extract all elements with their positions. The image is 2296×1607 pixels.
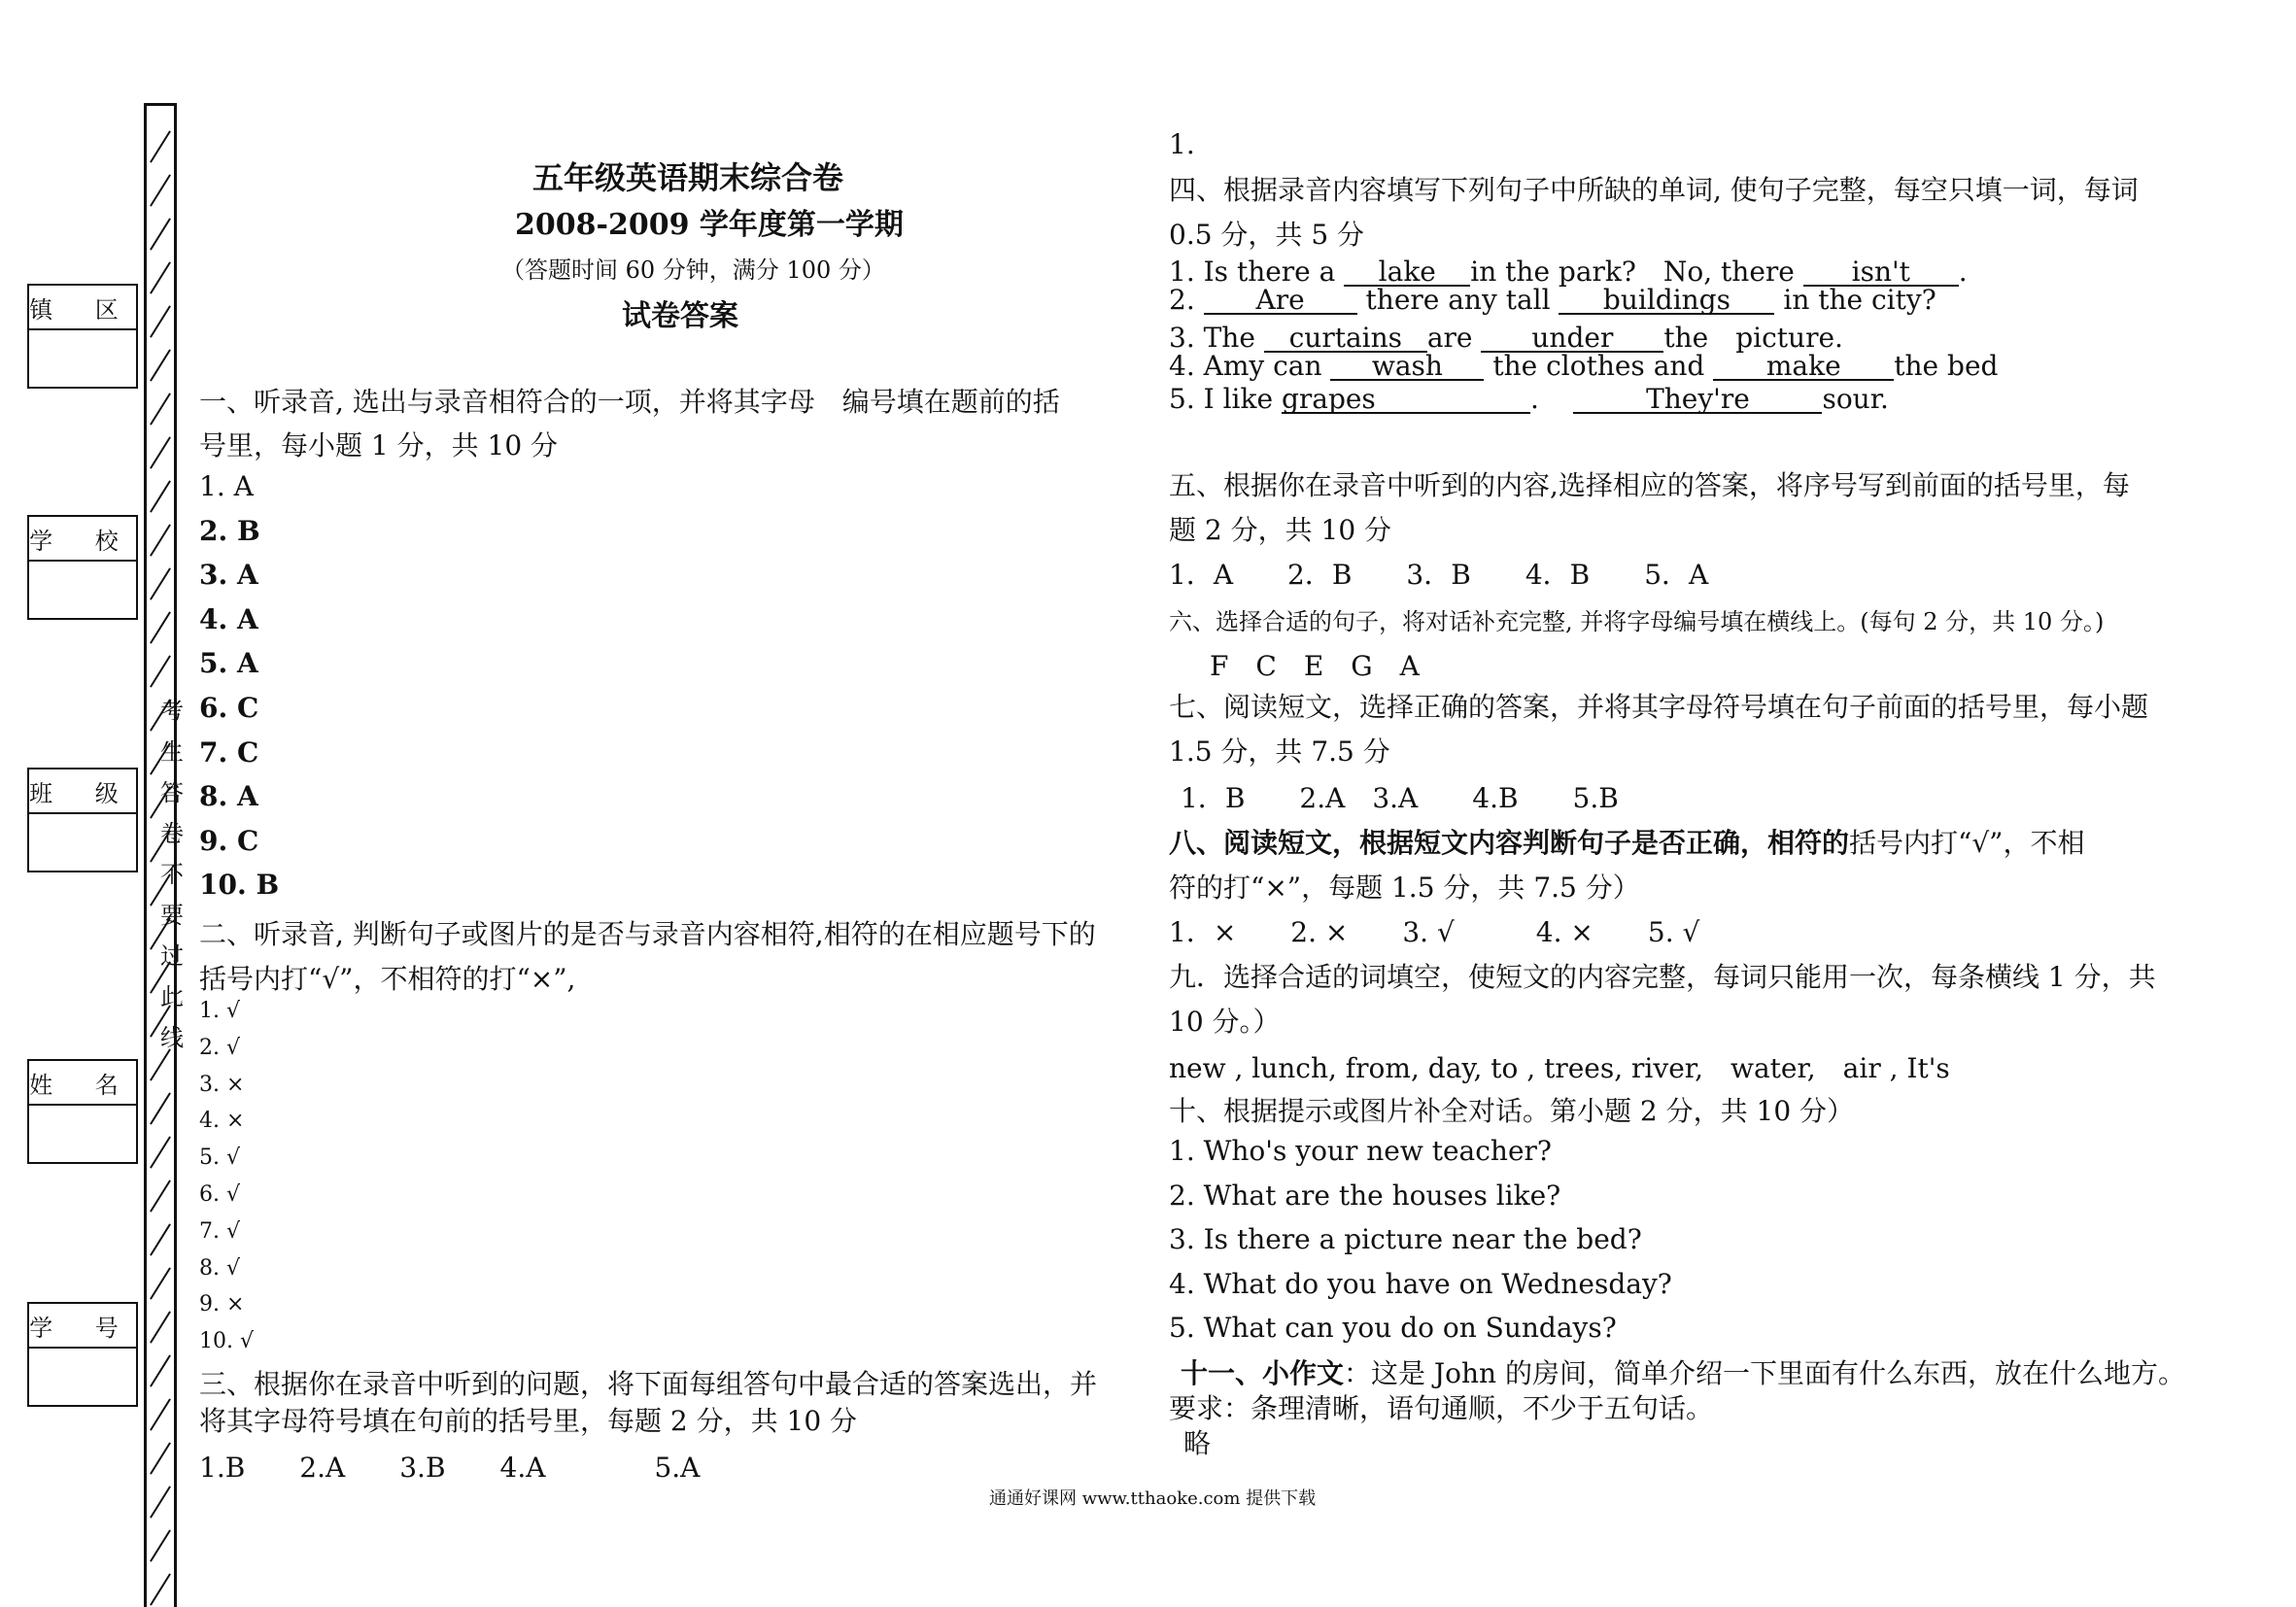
answer-item: 3. × — [199, 1072, 245, 1097]
section-8-answers: 1．× 2. × 3. √ 4. × 5. √ — [1169, 916, 1700, 948]
section-8-heading-cont: 符的打“×”，每题 1.5 分，共 7.5 分） — [1169, 872, 1640, 904]
section-6-heading: 六、选择合适的句子，将对话补充完整, 并将字母编号填在横线上。(每句 2 分，共 10 分。) — [1169, 608, 2105, 635]
row-text: 1. Is there a — [1169, 256, 1336, 288]
warning-char: 过 — [160, 942, 184, 970]
section-5-heading-cont: 题 2 分，共 10 分 — [1169, 514, 1392, 546]
id-box-number — [27, 1302, 138, 1407]
exam-note: （答题时间 60 分钟，满分 100 分） — [501, 256, 885, 284]
answer-item: 9. C — [199, 824, 259, 857]
blank-answer: lake — [1344, 259, 1470, 287]
id-box-school — [27, 515, 138, 620]
dialogue-answer: 2. What are the houses like? — [1169, 1179, 1561, 1212]
section-1-heading-cont: 号里，每小题 1 分，共 10 分 — [199, 429, 559, 462]
answer-item: 4. A — [199, 602, 258, 635]
section-11-heading — [1181, 1352, 2185, 1391]
section-7-heading-cont: 1.5 分，共 7.5 分 — [1169, 735, 1390, 768]
row-text: sour. — [1822, 383, 1889, 415]
id-box-field — [29, 814, 136, 871]
warning-char: 线 — [160, 1024, 184, 1051]
section-2-heading: 二、听录音, 判断句子或图片的是否与录音内容相符,相符的在相应题号下的 — [199, 918, 1096, 950]
id-box-name — [27, 1059, 138, 1164]
section-9-heading: 九．选择合适的词填空，使短文的内容完整，每词只能用一次，每条横线 1 分，共 — [1169, 961, 2156, 993]
id-box-label: 学 校 — [29, 517, 136, 562]
section-1-heading: 一、听录音, 选出与录音相符合的一项，并将其字母 编号填在题前的括 — [199, 386, 1060, 418]
blank-answer: Are — [1204, 288, 1357, 315]
blank-answer: grapes — [1282, 387, 1530, 414]
section-3-heading: 三、根据你在录音中听到的问题，将下面每组答句中最合适的答案选出，并 — [199, 1368, 1098, 1400]
row-text: the picture. — [1663, 322, 1843, 354]
answer-item: 5. √ — [199, 1145, 241, 1171]
answer-item: 7. √ — [199, 1218, 241, 1244]
dialogue-answer: 4. What do you have on Wednesday? — [1169, 1267, 1672, 1300]
section-7-answers: 1．B 2.A 3.A 4.B 5.B — [1181, 782, 1619, 814]
section-10-heading: 十、根据提示或图片补全对话。第小题 2 分，共 10 分） — [1169, 1095, 1855, 1127]
row-text: 3. The — [1169, 322, 1255, 354]
blank-answer: under — [1481, 325, 1663, 353]
fill-row-4 — [1169, 350, 1998, 382]
dialogue-answer: 5. What can you do on Sundays? — [1169, 1312, 1617, 1344]
answer-item: 10. B — [199, 869, 280, 902]
section-3-answers: 1.B 2.A 3.B 4.A 5.A — [199, 1452, 701, 1484]
section-11-heading-rest: ：这是 John 的房间，简单介绍一下里面有什么东西，放在什么地方。 — [1344, 1357, 2185, 1389]
blank-answer: wash — [1330, 354, 1484, 381]
id-box-field — [29, 1349, 136, 1405]
answer-item: 10. √ — [199, 1329, 254, 1354]
dialogue-answer: 1. Who's your new teacher? — [1169, 1135, 1552, 1167]
id-box-label: 班 级 — [29, 769, 136, 814]
answer-item: 3. A — [199, 559, 258, 592]
answer-item: 6. √ — [199, 1182, 241, 1207]
section-8-heading — [1169, 822, 2085, 861]
id-box-field — [29, 1106, 136, 1162]
section-9-heading-cont: 10 分。） — [1169, 1006, 1281, 1038]
section-8-heading-rest: 括号内打“√”，不相 — [1849, 827, 2085, 859]
warning-char: 不 — [160, 861, 184, 888]
answer-item: 9. × — [199, 1292, 245, 1317]
section-11-answer: 略 — [1183, 1427, 1212, 1459]
section-11-heading-bold: 十一、小作文 — [1181, 1357, 1345, 1389]
row-text: there any tall — [1365, 284, 1551, 316]
row-text: . — [1529, 383, 1539, 415]
blank-answer: isn't — [1803, 259, 1959, 287]
answer-item: 6. C — [199, 692, 259, 724]
warning-char: 生 — [160, 738, 184, 766]
answer-item: 7. C — [199, 735, 259, 769]
row-text: in the city? — [1783, 284, 1936, 316]
warning-char: 卷 — [160, 820, 184, 847]
section-9-word-bank: new , lunch, from, day, to , trees, river, water, air , It's — [1169, 1052, 1950, 1084]
id-box-label: 学 号 — [29, 1304, 136, 1349]
section-4-heading: 四、根据录音内容填写下列句子中所缺的单词, 使句子完整，每空只填一词，每词 — [1169, 174, 2139, 206]
id-box-field — [29, 330, 136, 387]
blank-answer: make — [1713, 354, 1894, 381]
answer-item: 1. √ — [199, 999, 241, 1023]
row-text: the bed — [1894, 350, 1999, 382]
answer-item: 4. × — [199, 1109, 245, 1134]
section-5-answers: 1．A 2．B 3．B 4．B 5．A — [1169, 559, 1709, 591]
row-text: are — [1426, 322, 1473, 354]
section-4-heading-cont: 0.5 分，共 5 分 — [1169, 219, 1365, 251]
id-box-class — [27, 768, 138, 872]
answer-item: 8. A — [199, 780, 258, 813]
answer-item: 2. √ — [199, 1035, 241, 1060]
section-7-heading: 七、阅读短文，选择正确的答案，并将其字母符号填在句子前面的括号里，每小题 — [1169, 691, 2149, 723]
section-5-heading: 五、根据你在录音中听到的内容,选择相应的答案，将序号写到前面的括号里，每 — [1169, 469, 2130, 501]
section-11-requirements: 要求：条理清晰，语句通顺，不少于五句话。 — [1169, 1392, 1714, 1424]
section-6-answers: F C E G A — [1210, 650, 1420, 682]
answer-item: 2. B — [199, 514, 260, 547]
answer-item: 1. A — [199, 470, 254, 502]
row-text: in the park? No, there — [1470, 256, 1795, 288]
blank-answer: They're — [1573, 387, 1822, 414]
row-text: 2. — [1169, 284, 1195, 316]
row-text: 4. Amy can — [1169, 350, 1322, 382]
answer-item: 8. √ — [199, 1255, 241, 1281]
page-footer: 通通好课网 www.tthaoke.com 提供下载 — [989, 1488, 1317, 1509]
section-8-heading-bold: 八、阅读短文，根据短文内容判断句子是否正确，相符的 — [1169, 827, 1850, 859]
id-box-field — [29, 562, 136, 618]
fill-row-5 — [1169, 383, 1889, 415]
answer-item: 5. A — [199, 647, 258, 680]
warning-char: 答 — [160, 779, 184, 806]
section-2-heading-cont: 括号内打“√”，不相符的打“×”, — [199, 963, 576, 995]
id-box-district — [27, 284, 138, 389]
blank-answer: buildings — [1559, 288, 1774, 315]
row-text: . — [1958, 256, 1968, 288]
warning-char: 此 — [160, 983, 184, 1010]
warning-char: 要 — [160, 902, 184, 929]
id-box-label: 镇 区 — [29, 286, 136, 330]
page-title: 五年级英语期末综合卷 — [532, 159, 844, 196]
warning-char: 考 — [160, 698, 184, 725]
answer-key-title: 试卷答案 — [622, 299, 738, 333]
row-text: the clothes and — [1492, 350, 1705, 382]
blank-answer: curtains — [1264, 325, 1427, 353]
section-3-heading-cont: 将其字母符号填在句前的括号里，每题 2 分，共 10 分 — [199, 1405, 858, 1437]
dialogue-answer: 3. Is there a picture near the bed? — [1169, 1223, 1642, 1255]
id-box-label: 姓 名 — [29, 1061, 136, 1106]
fill-row-2 — [1169, 284, 1936, 316]
row-text: 5. I like — [1169, 383, 1274, 415]
school-year: 2008-2009 学年度第一学期 — [515, 208, 904, 242]
carryover-number: 1. — [1169, 128, 1195, 160]
